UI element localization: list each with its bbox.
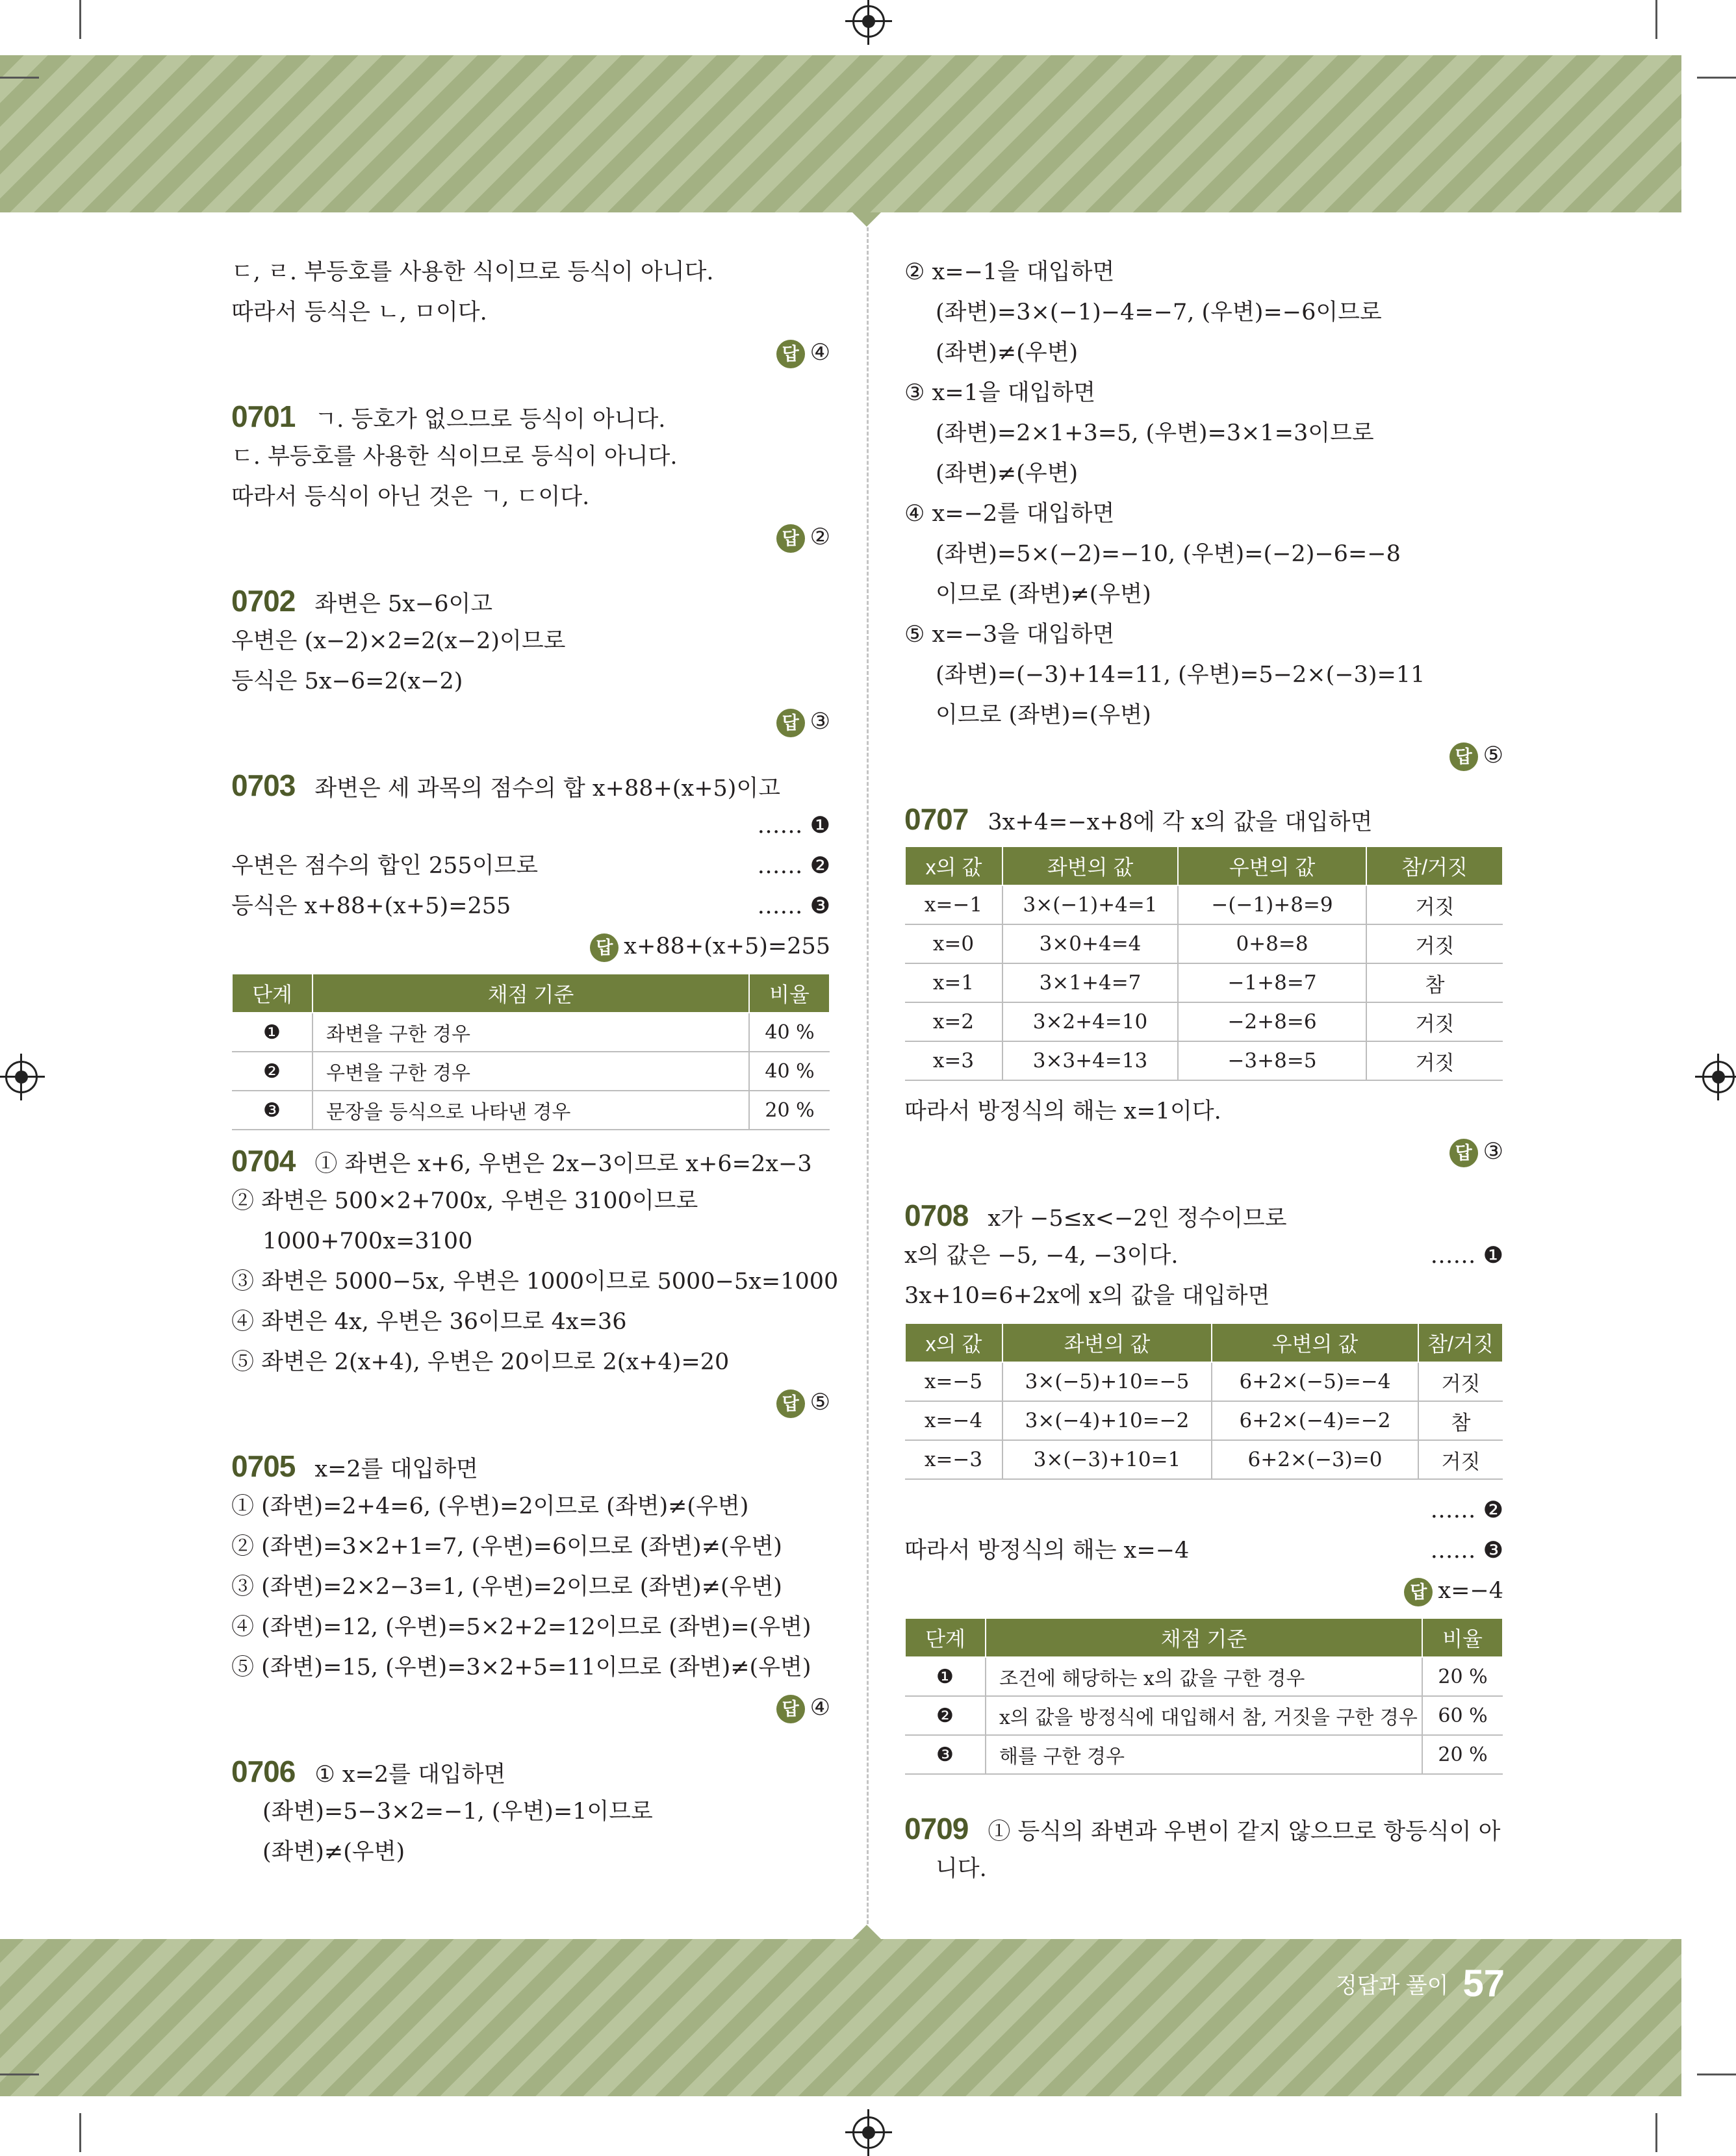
table-cell: ❶ [905, 1657, 986, 1696]
answer-badge-icon: 답 [1404, 1578, 1433, 1606]
table-cell: 거짓 [1366, 1041, 1503, 1080]
table-cell: 6+2×(−3)=0 [1212, 1440, 1418, 1479]
text-line: ④ (좌변)=12, (우변)=5×2+2=12이므로 (좌변)=(우변) [231, 1614, 811, 1640]
problem-0707-line0 [904, 799, 1503, 839]
text-line: 따라서 등식이 아닌 것은 ㄱ, ㄷ이다. [231, 484, 590, 510]
text-line: ③ (좌변)=2×2−3=1, (우변)=2이므로 (좌변)≠(우변) [231, 1574, 782, 1600]
answer-line [231, 926, 830, 967]
step-marker-line [904, 1490, 1503, 1530]
crop-mark [1697, 2074, 1736, 2075]
registration-mark-icon [5, 1061, 38, 1093]
table-cell: 3×1+4=7 [1002, 963, 1178, 1002]
header-notch [852, 212, 881, 227]
footer-notch [852, 1925, 881, 1939]
problem-number: 0703 [231, 768, 296, 802]
text-line: ⑤ x=−3을 대입하면 [904, 622, 1115, 648]
problem-0706-line0 [231, 1751, 830, 1792]
crop-mark [79, 0, 81, 39]
step-marker: …… ❶ [1430, 1243, 1503, 1269]
text-line: 이므로 (좌변)=(우변) [936, 702, 1151, 728]
crop-mark [1655, 0, 1657, 39]
text-line: 이므로 (좌변)≠(우변) [936, 581, 1151, 607]
answer-value: ④ [810, 340, 830, 366]
table-cell: ❷ [905, 1696, 986, 1735]
table-cell: 3×(−5)+10=−5 [1002, 1362, 1212, 1401]
table-row [232, 1013, 830, 1052]
text-line [904, 1530, 1503, 1571]
table-row [232, 1091, 830, 1130]
table-cell: x=2 [905, 1002, 1002, 1041]
table-cell: x=1 [905, 963, 1002, 1002]
step-marker-line [231, 805, 830, 846]
table-cell: x=−3 [905, 1440, 1002, 1479]
text-line: ② (좌변)=3×2+1=7, (우변)=6이므로 (좌변)≠(우변) [231, 1534, 782, 1560]
table-cell: 0+8=8 [1178, 924, 1366, 963]
text: 등식은 x+88+(x+5)=255 [231, 893, 511, 919]
problem-number: 0706 [231, 1755, 296, 1788]
answer-line [231, 702, 830, 742]
table-cell: 20 % [1422, 1735, 1503, 1774]
registration-mark-icon [852, 5, 885, 38]
table-cell: 참 [1366, 963, 1503, 1002]
answer-badge-icon: 답 [776, 524, 805, 553]
text-line: x=2를 대입하면 [314, 1456, 478, 1482]
answer-badge-icon: 답 [590, 933, 619, 962]
table-row [905, 1002, 1503, 1041]
problem-number: 0701 [231, 399, 296, 433]
table-cell: ❸ [905, 1735, 986, 1774]
text-line: 니다. [936, 1856, 987, 1882]
table-cell: 거짓 [1366, 885, 1503, 924]
table-cell: 3×0+4=4 [1002, 924, 1178, 963]
table-cell: 40 % [749, 1013, 830, 1052]
text-line: ㄱ. 등호가 없으므로 등식이 아니다. [314, 407, 666, 433]
table-cell: 조건에 해당하는 x의 값을 구한 경우 [986, 1657, 1422, 1696]
text-line: (좌변)=(−3)+14=11, (우변)=5−2×(−3)=11 [936, 662, 1425, 688]
table-header: 우변의 값 [1212, 1323, 1418, 1362]
text-line: (좌변)=5−3×2=−1, (우변)=1이므로 [262, 1799, 653, 1825]
answer-value: x+88+(x+5)=255 [624, 933, 830, 959]
table-cell: 3×(−3)+10=1 [1002, 1440, 1212, 1479]
table-row [905, 1362, 1503, 1401]
table-row [905, 1440, 1503, 1479]
problem-number: 0708 [904, 1198, 969, 1232]
table-header-row [905, 846, 1503, 885]
answer-badge-icon: 답 [1449, 742, 1478, 771]
text-line: ⑤ (좌변)=15, (우변)=3×2+5=11이므로 (좌변)≠(우변) [231, 1655, 811, 1680]
table-cell: 20 % [1422, 1657, 1503, 1696]
text: 따라서 방정식의 해는 x=−4 [904, 1538, 1190, 1564]
text-line: 3x+10=6+2x에 x의 값을 대입하면 [904, 1283, 1270, 1309]
problem-0709-line0 [904, 1808, 1503, 1849]
step-marker: …… ❷ [1430, 1497, 1503, 1523]
table-row [905, 924, 1503, 963]
text-line: (좌변)≠(우변) [262, 1839, 405, 1865]
table-header-row [232, 974, 830, 1013]
answer-line [904, 1571, 1503, 1611]
step-marker: …… ❸ [1430, 1538, 1503, 1564]
table-cell: 40 % [749, 1052, 830, 1091]
page-footer [1336, 1962, 1505, 2005]
text-line: 따라서 등식은 ㄴ, ㅁ이다. [231, 299, 487, 325]
table-cell: 20 % [749, 1091, 830, 1130]
table-cell: −3+8=5 [1178, 1041, 1366, 1080]
table-cell: x=3 [905, 1041, 1002, 1080]
problem-number: 0709 [904, 1812, 969, 1845]
text-line: ② x=−1을 대입하면 [904, 259, 1115, 285]
table-header-row [905, 1323, 1503, 1362]
problem-0708-line0 [904, 1195, 1503, 1236]
table-cell: −(−1)+8=9 [1178, 885, 1366, 924]
substitution-table [904, 1323, 1503, 1480]
text: x의 값은 −5, −4, −3이다. [904, 1243, 1179, 1269]
table-row [905, 1696, 1503, 1735]
table-cell: 거짓 [1366, 1002, 1503, 1041]
problem-0702-line1 [231, 581, 830, 621]
answer-badge-icon: 답 [776, 1389, 805, 1418]
table-cell: 거짓 [1418, 1362, 1503, 1401]
table-cell: 거짓 [1366, 924, 1503, 963]
text-line: ① (좌변)=2+4=6, (우변)=2이므로 (좌변)≠(우변) [231, 1493, 749, 1519]
table-row [905, 885, 1503, 924]
table-cell: 3×(−4)+10=−2 [1002, 1401, 1212, 1440]
text-line: 우변은 (x−2)×2=2(x−2)이므로 [231, 628, 566, 654]
table-cell: 3×3+4=13 [1002, 1041, 1178, 1080]
text-line: ⑤ 좌변은 2(x+4), 우변은 20이므로 2(x+4)=20 [231, 1349, 730, 1375]
table-cell: 좌변을 구한 경우 [313, 1013, 749, 1052]
table-header: x의 값 [905, 846, 1002, 885]
footer-label: 정답과 풀이 [1335, 1973, 1449, 1998]
problem-0704-line1 [231, 1141, 830, 1181]
answer-badge-icon: 답 [776, 709, 805, 737]
table-header: 좌변의 값 [1002, 846, 1178, 885]
text-line: ① 좌변은 x+6, 우변은 2x−3이므로 x+6=2x−3 [314, 1151, 812, 1177]
table-cell: ❸ [232, 1091, 313, 1130]
answer-value: ③ [1483, 1139, 1503, 1165]
table-row [905, 1041, 1503, 1080]
answer-value: ③ [810, 709, 830, 735]
table-cell: −2+8=6 [1178, 1002, 1366, 1041]
text-line: 좌변은 5x−6이고 [314, 591, 493, 617]
text-line: ㄷ. 부등호를 사용한 식이므로 등식이 아니다. [231, 444, 678, 470]
table-header: 참/거짓 [1418, 1323, 1503, 1362]
table-row [905, 1657, 1503, 1696]
table-cell: ❶ [232, 1013, 313, 1052]
answer-line [231, 1688, 830, 1728]
table-cell: 3×2+4=10 [1002, 1002, 1178, 1041]
text-line: 좌변은 세 과목의 점수의 합 x+88+(x+5)이고 [314, 776, 781, 802]
problem-0705-line0 [231, 1446, 830, 1486]
problem-0701-line1 [231, 396, 830, 437]
text-line: ③ 좌변은 5000−5x, 우변은 1000이므로 5000−5x=1000 [231, 1269, 839, 1295]
table-header: 우변의 값 [1178, 846, 1366, 885]
table-row [905, 963, 1503, 1002]
substitution-table [904, 846, 1503, 1081]
table-cell: 6+2×(−4)=−2 [1212, 1401, 1418, 1440]
problem-0703-line1 [231, 765, 830, 805]
crop-mark [79, 2113, 81, 2152]
text-line: ② 좌변은 500×2+700x, 우변은 3100이므로 [231, 1188, 698, 1214]
table-row [905, 1735, 1503, 1774]
answer-value: ④ [810, 1695, 830, 1721]
text-line: ④ x=−2를 대입하면 [904, 501, 1115, 527]
table-cell: x의 값을 방정식에 대입해서 참, 거짓을 구한 경우 [986, 1696, 1422, 1735]
table-header: 참/거짓 [1366, 846, 1503, 885]
table-header: x의 값 [905, 1323, 1002, 1362]
table-cell: 3×(−1)+4=1 [1002, 885, 1178, 924]
text-line [231, 886, 830, 926]
text-line: ① 등식의 좌변과 우변이 같지 않으므로 항등식이 아 [988, 1819, 1501, 1845]
answer-badge-icon: 답 [776, 1695, 805, 1723]
text-line: (좌변)=3×(−1)−4=−7, (우변)=−6이므로 [936, 299, 1382, 325]
answer-line [904, 1132, 1503, 1172]
text-line: ㄷ, ㄹ. 부등호를 사용한 식이므로 등식이 아니다. [231, 259, 714, 285]
crop-mark [1655, 2113, 1657, 2152]
text-line: ③ x=1을 대입하면 [904, 380, 1096, 406]
table-header: 비율 [749, 974, 830, 1013]
table-cell: 거짓 [1418, 1440, 1503, 1479]
table-row [232, 1052, 830, 1091]
table-cell: ❷ [232, 1052, 313, 1091]
text-line: (좌변)=2×1+3=5, (우변)=3×1=3이므로 [936, 420, 1374, 446]
answer-line [231, 1382, 830, 1423]
answer-badge-icon: 답 [1449, 1139, 1478, 1167]
page-number: 57 [1462, 1962, 1505, 2005]
column-divider [867, 227, 869, 1924]
step-marker: …… ❷ [757, 853, 830, 879]
text-line: 따라서 방정식의 해는 x=1이다. [904, 1098, 1221, 1124]
problem-number: 0704 [231, 1144, 296, 1178]
text-line: 1000+700x=3100 [262, 1228, 473, 1254]
crop-mark [1697, 77, 1736, 79]
answer-value: ⑤ [1483, 742, 1503, 768]
text-line: x가 −5≤x<−2인 정수이므로 [988, 1206, 1287, 1232]
table-cell: x=−4 [905, 1401, 1002, 1440]
table-cell: x=−5 [905, 1362, 1002, 1401]
table-cell: 해를 구한 경우 [986, 1735, 1422, 1774]
registration-mark-icon [852, 2116, 885, 2149]
crop-mark [0, 77, 39, 79]
answer-value: ② [810, 524, 830, 550]
grading-table [904, 1617, 1503, 1775]
table-header: 채점 기준 [986, 1618, 1422, 1657]
table-header: 비율 [1422, 1618, 1503, 1657]
text-line: ④ 좌변은 4x, 우변은 36이므로 4x=36 [231, 1309, 627, 1335]
text-line [904, 1236, 1503, 1276]
text-line: (좌변)≠(우변) [936, 461, 1079, 487]
answer-value: x=−4 [1438, 1578, 1503, 1604]
header-band [0, 55, 1681, 212]
grading-table [231, 973, 830, 1130]
right-column [904, 252, 1503, 1889]
text-line: (좌변)=5×(−2)=−10, (우변)=(−2)−6=−8 [936, 541, 1401, 567]
text-line: ① x=2를 대입하면 [314, 1762, 506, 1788]
answer-line [231, 517, 830, 557]
answer-value: ⑤ [810, 1389, 830, 1415]
table-cell: 6+2×(−5)=−4 [1212, 1362, 1418, 1401]
table-cell: 60 % [1422, 1696, 1503, 1735]
problem-number: 0707 [904, 802, 969, 836]
table-cell: x=0 [905, 924, 1002, 963]
problem-number: 0702 [231, 584, 296, 618]
text-line: 3x+4=−x+8에 각 x의 값을 대입하면 [988, 809, 1373, 835]
table-header: 채점 기준 [313, 974, 749, 1013]
answer-line [231, 333, 830, 373]
left-column [231, 252, 839, 1872]
text: 우변은 점수의 합인 255이므로 [231, 853, 539, 879]
table-cell: −1+8=7 [1178, 963, 1366, 1002]
table-header: 단계 [232, 974, 313, 1013]
table-header-row [905, 1618, 1503, 1657]
text-line: 등식은 5x−6=2(x−2) [231, 668, 463, 694]
text-line [231, 846, 830, 886]
table-row [905, 1401, 1503, 1440]
table-header: 좌변의 값 [1002, 1323, 1212, 1362]
text-line: (좌변)≠(우변) [936, 340, 1079, 366]
table-cell: 문장을 등식으로 나타낸 경우 [313, 1091, 749, 1130]
registration-mark-icon [1702, 1061, 1735, 1093]
problem-number: 0705 [231, 1449, 296, 1483]
step-marker: …… ❸ [757, 893, 830, 919]
table-header: 단계 [905, 1618, 986, 1657]
crop-mark [0, 2074, 39, 2075]
table-cell: 우변을 구한 경우 [313, 1052, 749, 1091]
table-cell: 참 [1418, 1401, 1503, 1440]
answer-badge-icon: 답 [776, 340, 805, 368]
table-cell: x=−1 [905, 885, 1002, 924]
step-marker: …… ❶ [757, 813, 830, 839]
answer-line [904, 735, 1503, 776]
